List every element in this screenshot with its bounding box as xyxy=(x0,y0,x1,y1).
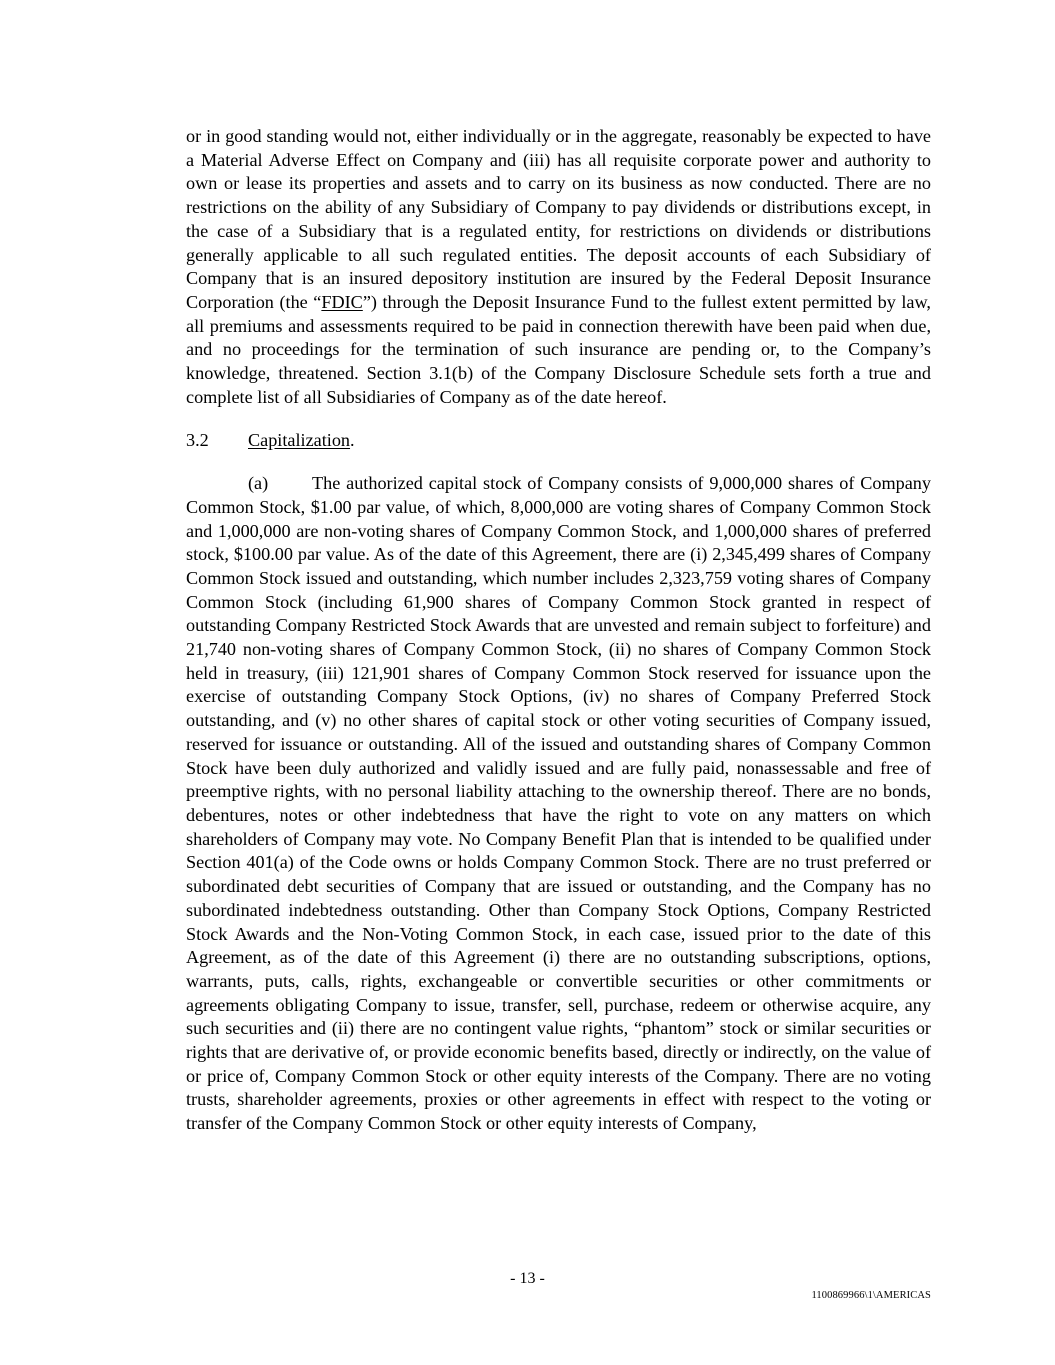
section-title-suffix: . xyxy=(350,430,355,451)
document-id: 1100869966\1\AMERICAS xyxy=(811,1290,931,1301)
section-title: Capitalization xyxy=(248,430,351,451)
section-title-wrap xyxy=(248,429,355,453)
section-number: 3.2 xyxy=(186,430,209,451)
subsection-text: The authorized capital stock of Company consists of 9,000,000 shares of Company Common Stock, $1.00 par value, of which, 8,000,000 are voting shares of Company Common Stock and 1,000,000 are non-voting shares of Company Common Stock, and 1,000,000 shares of preferred stock, $100.00 par value. As of the date of this Agreement, there are (i) 2,345,499 shares of Company Common Stock issued and outstanding, which number includes 2,323,759 voting shares of Company Common Stock (including 61,900 shares of Company Common Stock granted in respect of outstanding Company Restricted Stock Awards that are unvested and remain subject to forfeiture) and 21,740 non-voting shares of Company Common Stock, (ii) no shares of Company Common Stock held in treasury, (iii) 121,901 shares of Company Common Stock reserved for issuance upon the exercise of outstanding Company Stock Options, (iv) no shares of Company Preferred Stock outstanding, and (v) no other shares of capital stock or other voting securities of Company issued, reserved for issuance or outstanding. All of the issued and outstanding shares of Company Common Stock have been duly authorized and validly issued and are fully paid, nonassessable and free of preemptive rights, with no personal liability attaching to the ownership thereof. There are no bonds, debentures, notes or other indebtedness that have the right to vote on any matters on which shareholders of Company may vote. No Company Benefit Plan that is intended to be qualified under Section 401(a) of the Code owns or holds Company Common Stock. There are no trust preferred or subordinated debt securities of Company that are issued or outstanding, and the Company has no subordinated indebtedness outstanding. Other than Company Stock Options, Company Restricted Stock Awards and the Non-Voting Common Stock, in each case, issued prior to the date of this Agreement, as of the date of this Agreement (i) there are no outstanding subscriptions, options, warrants, puts, calls, rights, exchangeable or convertible securities or other commitments or agreements obligating Company to issue, transfer, sell, purchase, redeem or otherwise acquire, any such securities and (ii) there are no contingent value rights, “phantom” stock or similar securities or rights that are derivative of, or provide economic benefits based, directly or indirectly, on the value of or price of, Company Common Stock or other equity interests of the Company. There are no voting trusts, shareholder agreements, proxies or other agreements in effect with respect to the voting or transfer of the Company Common Stock or other equity interests of Company, xyxy=(186,473,931,1134)
fdic-defined-term: FDIC xyxy=(321,291,363,312)
subsection-label: (a) xyxy=(248,473,269,494)
page-number: - 13 - xyxy=(510,1270,545,1287)
section-3-2-heading xyxy=(186,429,931,453)
subsection-a-paragraph xyxy=(186,472,931,1136)
paragraph-text-after-fdic: ”) through the Deposit Insurance Fund to the fullest extent permitted by law, all premiums and assessments required to be paid in connection therewith have been paid when due, and no proceedings for the termination of such insurance are pending or, to the Company’s knowledge, threatened. Section 3.1(b) of the Company Disclosure Schedule sets forth a true and complete list of all Subsidiaries of Company as of the date hereof. xyxy=(186,291,931,407)
section-3-1-continuation-paragraph xyxy=(186,125,931,409)
paragraph-text-before-fdic: or in good standing would not, either individually or in the aggregate, reasonably be expected to have a Material Adverse Effect on Company and (iii) has all requisite corporate power and authority to own or lease its properties and assets and to carry on its business as now conducted. There are no restrictions on the ability of any Subsidiary of Company to pay dividends or distributions except, in the case of a Subsidiary that is a regulated entity, for restrictions on dividends or distributions generally applicable to all such regulated entities. The deposit accounts of each Subsidiary of Company that is an insured depository institution are insured by the Federal Deposit Insurance Corporation (the “ xyxy=(186,126,931,312)
document-body xyxy=(186,125,931,1136)
